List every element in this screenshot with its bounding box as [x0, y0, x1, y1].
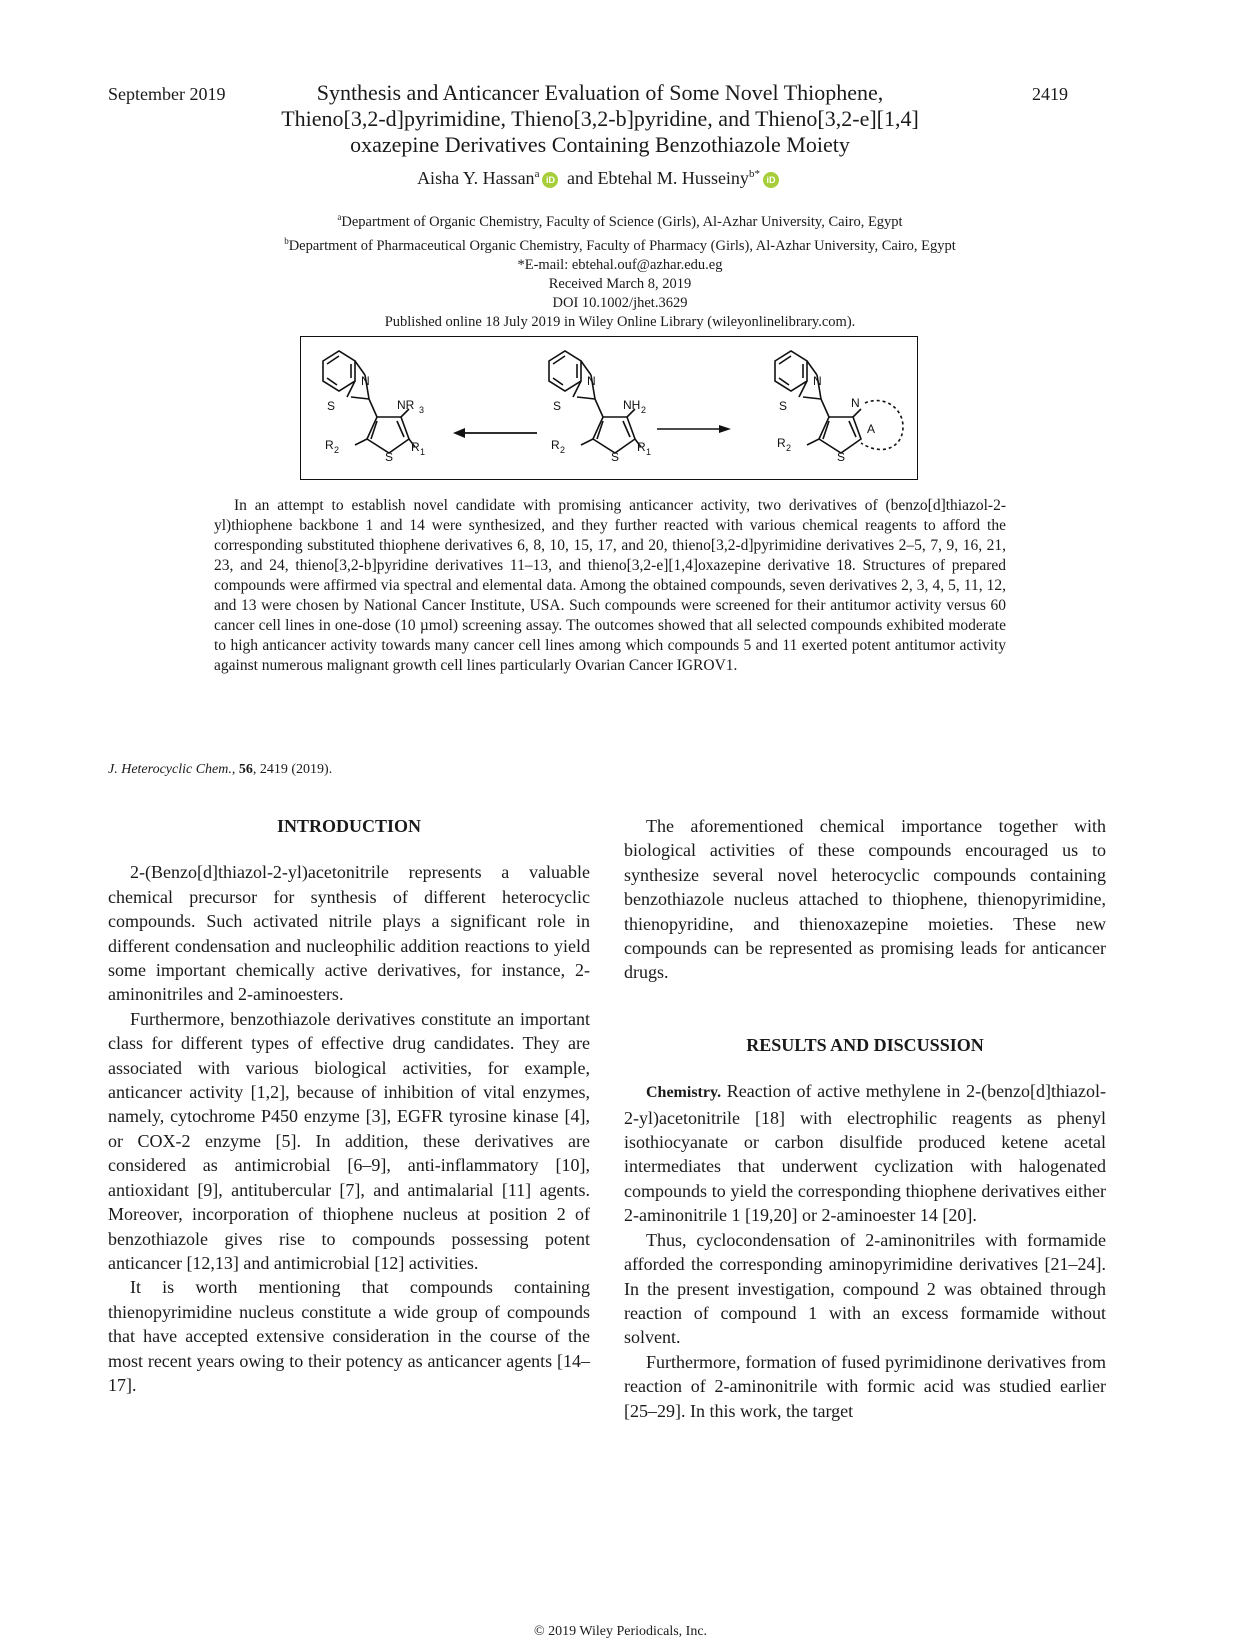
- chemistry-paragraph: Chemistry. Reaction of active methylene in 2-(benzo[d]thiazol-2-yl)acetonitrile [18] with electrophilic reagents as phenyl isothiocyanate or carbon disulfide produced ketene acetal intermediates that underwent cyclization with halogenated compounds to yield the corresponding thiophene derivatives either 2-aminonitrile 1 [19,20] or 2-aminoester 14 [20].: [624, 1081, 1107, 1226]
- author-2-name: Ebtehal M. Husseiny: [597, 168, 749, 188]
- doi[interactable]: DOI 10.1002/jhet.3629: [552, 294, 688, 311]
- orcid-icon[interactable]: iD: [542, 172, 558, 188]
- intro-paragraph-1: 2-(Benzo[d]thiazol-2-yl)acetonitrile represents a valuable chemical precursor for synthesis of different heterocyclic compounds. Such activated nitrile plays a significant role in different condensation and nucleophilic addition reactions to yield some important chemically active derivatives, for instance, 2-aminonitriles and 2-aminoesters.: [108, 862, 590, 1005]
- svg-text:3: 3: [419, 405, 425, 415]
- right-column: [624, 814, 1106, 1423]
- published-online: Published online 18 July 2019 in Wiley Online Library (wileyonlinelibrary.com).: [384, 313, 856, 330]
- author-conjunction: and: [566, 168, 593, 188]
- abstract-text: In an attempt to establish novel candidate with promising anticancer activity, two derivatives of (benzo[d]thiazol-2-yl)thiophene backbone 1 and 14 were synthesized, and they further reacted with various chemical reagents to afford the corresponding substituted thiophene derivatives 6, 8, 10, 15, 17, and 20, thieno[3,2-d]pyrimidine derivatives 2–5, 7, 9, 16, 21, 23, and 24, thieno[3,2-b]pyridine derivatives 11–13, and thieno[3,2-e][1,4]oxazepine derivative 18. Structures of prepared compounds were affirmed via spectral and elemental data. Among the obtained compounds, seven derivatives 2, 3, 4, 5, 11, 12, and 13 were chosen by National Cancer Institute, USA. Such compounds were screened for their antitumor activity versus 60 cancer cell lines in one-dose (10 µmol) screening assay. The outcomes showed that all selected compounds exhibited moderate to high anticancer activity towards many cancer cell lines among which compounds 5 and 11 exerted potent antitumor activity against numerous malignant growth cell lines particularly Ovarian Cancer IGROV1.: [214, 497, 1006, 674]
- svg-text:R: R: [325, 438, 334, 452]
- running-header-date: September 2019: [108, 84, 226, 104]
- svg-text:N: N: [813, 374, 822, 388]
- svg-text:2: 2: [560, 445, 566, 455]
- svg-text:N: N: [851, 396, 860, 410]
- affiliation-a: $^a$Department of Organic Chemistry, Faculty of Science (Girls), Al-Azhar University, Cairo, Egypt: [337, 212, 903, 230]
- svg-text:NH: NH: [623, 398, 641, 412]
- svg-text:N: N: [361, 374, 370, 388]
- journal-volume: 56: [238, 762, 253, 777]
- svg-text:2: 2: [786, 443, 792, 453]
- author-1-name: Aisha Y. Hassan: [417, 168, 535, 188]
- intro-paragraph-3: It is worth mentioning that compounds containing thienopyrimidine nucleus constitute a wide group of compounds that have accepted extensive consideration in the course of the most recent years owing to their potency as anticancer agents [14–17].: [108, 1277, 590, 1395]
- author-list: [240, 168, 960, 189]
- svg-text:2: 2: [641, 405, 647, 415]
- right-paragraph-1: The aforementioned chemical importance together with biological activities of these compounds encouraged us to synthesize several novel heterocyclic compounds containing benzothiazole nucleus attached to thiophene, thienopyrimidine, thienopyridine, and thienoxazepine moieties. These new compounds can be represented as promising leads for anticancer drugs.: [624, 816, 1106, 983]
- title-line-3: oxazepine Derivatives Containing Benzothiazole Moiety: [350, 132, 850, 157]
- svg-text:1: 1: [420, 447, 426, 457]
- svg-text:S: S: [327, 399, 336, 413]
- svg-text:S: S: [611, 450, 620, 464]
- left-column: [108, 814, 590, 1397]
- title-line-2: Thieno[3,2-d]pyrimidine, Thieno[3,2-b]pyridine, and Thieno[3,2-e][1,4]: [281, 106, 919, 131]
- author-1-affiliation: a: [534, 168, 540, 180]
- affiliations-block: [150, 208, 1090, 332]
- svg-text:S: S: [837, 450, 846, 464]
- affiliation-b: $^b$Department of Pharmaceutical Organic Chemistry, Faculty of Pharmacy (Girls), Al-Azhar University, Cairo, Egypt: [284, 235, 956, 254]
- journal-pages-year: , 2419 (2019).: [252, 762, 333, 777]
- introduction-heading: INTRODUCTION: [276, 816, 422, 836]
- right-paragraph-3: Thus, cyclocondensation of 2-aminonitriles with formamide afforded the corresponding aminopyrimidine derivatives [21–24]. In the present investigation, compound 2 was obtained through reaction of compound 1 with an excess formamide without solvent.: [624, 1229, 1106, 1348]
- abstract: [214, 496, 1006, 676]
- svg-text:A: A: [867, 422, 876, 436]
- corresponding-email[interactable]: *E-mail: ebtehal.ouf@azhar.edu.eg: [517, 256, 723, 273]
- article-title: [240, 80, 960, 158]
- author-2-affiliation: b*: [748, 168, 760, 180]
- orcid-icon[interactable]: iD: [763, 172, 779, 188]
- svg-text:1: 1: [646, 447, 652, 457]
- journal-name: J. Heterocyclic Chem.: [108, 762, 232, 777]
- svg-text:S: S: [553, 399, 562, 413]
- svg-text:R: R: [637, 440, 646, 454]
- title-line-1: Synthesis and Anticancer Evaluation of Some Novel Thiophene,: [316, 80, 884, 105]
- reaction-scheme-svg: [301, 337, 919, 481]
- right-paragraph-4: Furthermore, formation of fused pyrimidinone derivatives from reaction of 2-aminonitrile with formic acid was studied earlier [25–29]. In this work, the target: [624, 1351, 1106, 1421]
- received-date: Received March 8, 2019: [548, 275, 692, 292]
- svg-text:2: 2: [334, 445, 340, 455]
- svg-text:R: R: [777, 436, 786, 450]
- svg-text:R: R: [411, 440, 420, 454]
- chemistry-label: Chemistry.: [646, 1084, 722, 1102]
- svg-text:S: S: [779, 399, 788, 413]
- svg-text:R: R: [551, 438, 560, 452]
- svg-text:S: S: [385, 450, 394, 464]
- page-number: 2419: [1032, 84, 1068, 104]
- svg-text:NR: NR: [397, 398, 415, 412]
- graphical-abstract-scheme: [300, 336, 918, 480]
- copyright-footer: © 2019 Wiley Periodicals, Inc.: [533, 1624, 708, 1639]
- journal-citation: J. Heterocyclic Chem., 56, 2419 (2019).: [108, 762, 333, 777]
- right-molecule: [775, 351, 903, 453]
- intro-paragraph-2: Furthermore, benzothiazole derivatives constitute an important class for different types of effective drug candidates. They are associated with various biological activities, for example, anticancer activity [1,2], because of inhibition of vital enzymes, namely, cytochrome P450 enzyme [3], EGFR tyrosine kinase [4], or COX-2 enzyme [5]. In addition, these derivatives are considered as antimicrobial [6–9], anti-inflammatory [10], antioxidant [9], antitubercular [7], and antimalarial [11] agents. Moreover, incorporation of thiophene nucleus at position 2 of benzothiazole gives rise to compounds possessing potent anticancer [12,13] and antimicrobial [12] activities.: [108, 1008, 590, 1273]
- results-heading: RESULTS AND DISCUSSION: [746, 1034, 984, 1055]
- svg-text:N: N: [587, 374, 596, 388]
